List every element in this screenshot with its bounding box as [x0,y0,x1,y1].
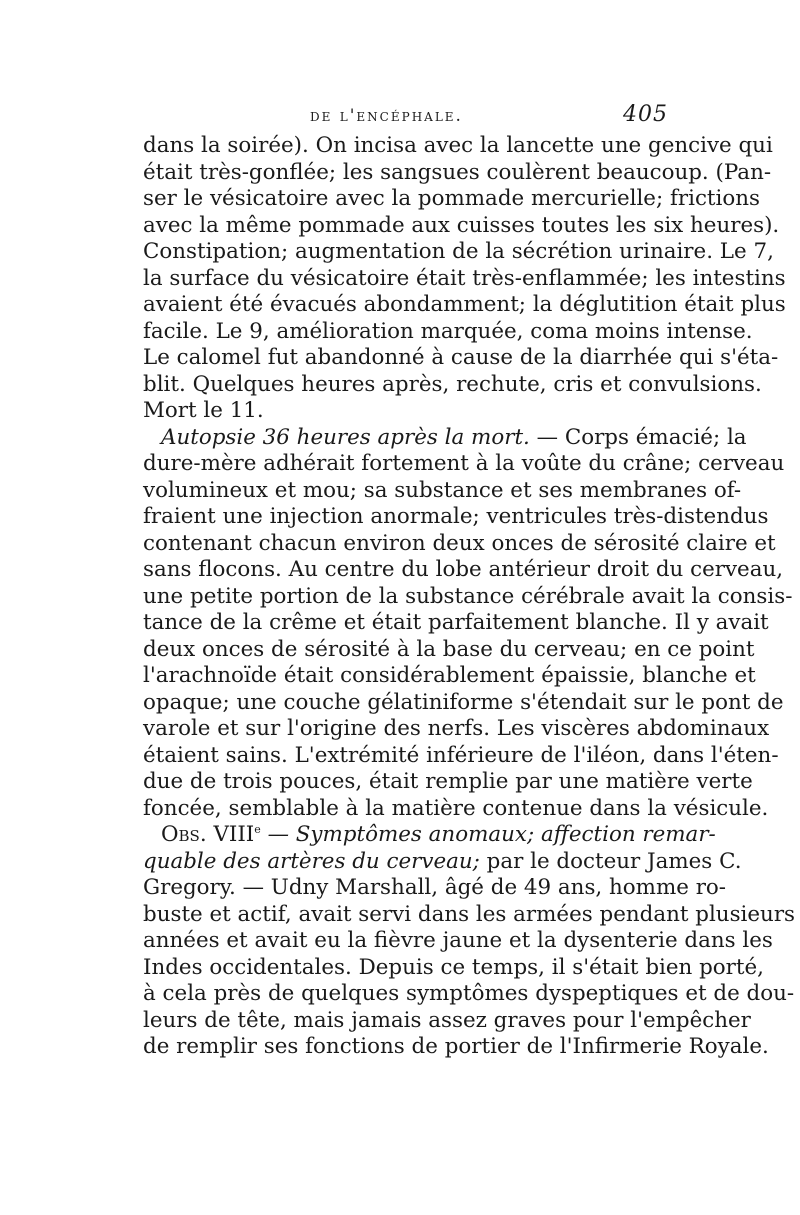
autopsy-heading-line [143,424,747,452]
text-line: une petite portion de la substance cérébrale avait la consis- [143,583,793,609]
page-number: 405 [623,102,668,127]
text-line: contenant chacun environ deux onces de sérosité claire et [143,530,776,556]
text-line: leurs de tête, mais jamais assez graves pour l'empêcher [143,1007,751,1033]
observation-heading-line [143,822,716,849]
text-line: blit. Quelques heures après, rechute, cris et convulsions. [143,371,762,397]
autopsy-first-text: — Corps émacié; la [529,424,747,450]
text-line: à cela près de quelques symptômes dyspeptiques et de dou- [143,981,795,1006]
text-line: Gregory. — Udny Marshall, âgé de 49 ans, homme ro- [143,875,727,900]
text-line: dans la soirée). On incisa avec la lancette une gencive qui [143,133,773,158]
observation-title-line [143,848,742,876]
text-line: Mort le 11. [143,398,264,423]
text-line: volumineux et mou; sa substance et ses membranes of- [143,477,742,503]
body-text [143,133,796,1061]
observation-author: par le docteur James C. [479,848,742,874]
text-line: tance de la crême et était parfaitement blanche. Il y avait [143,610,769,635]
running-head [132,102,672,136]
running-title: de l'encéphale. [310,106,463,126]
text-line: deux onces de sérosité à la base du cerveau; en ce point [143,636,755,662]
text-line: foncée, semblable à la matière contenue dans la vésicule. [143,795,769,821]
text-line: sans flocons. Au centre du lobe antérieur droit du cerveau, [143,557,784,582]
text-line: années et avait eu la fièvre jaune et la dysenterie dans les [143,928,773,953]
text-line: dure-mère adhérait fortement à la voûte du crâne; cerveau [143,451,785,476]
text-line: facile. Le 9, amélioration marquée, coma moins intense. [143,318,753,344]
text-line: Constipation; augmentation de la sécrétion urinaire. Le 7, [143,239,774,264]
text-line: de remplir ses fonctions de portier de l'Infirmerie Royale. [143,1034,769,1059]
text-line: la surface du vésicatoire était très-enflammée; les intestins [143,265,786,291]
text-line: due de trois pouces, était remplie par une matière verte [143,769,753,794]
text-line: Le calomel fut abandonné à cause de la diarrhée qui s'éta- [143,345,779,370]
text-line: varole et sur l'origine des nerfs. Les viscères abdominaux [143,716,770,741]
text-line: avaient été évacués abondamment; la déglutition était plus [143,292,786,317]
observation-number: VIII [213,822,255,847]
observation-title-2: quable des artères du cerveau; [143,848,480,874]
text-line: fraient une injection anormale; ventricules très-distendus [143,504,769,529]
text-line: étaient sains. L'extrémité inférieure de l'iléon, dans l'éten- [143,742,779,768]
autopsy-heading: Autopsie 36 heures après la mort. [161,424,530,450]
text-line: ser le vésicatoire avec la pommade mercurielle; frictions [143,186,760,211]
text-line: l'arachnoïde était considérablement épaissie, blanche et [143,663,756,688]
observation-label: Obs. [161,822,207,847]
text-line: buste et actif, avait servi dans les armées pendant plusieurs [143,901,796,927]
observation-title-1: — Symptômes anomaux; affection remar- [260,822,716,847]
text-line: avec la même pommade aux cuisses toutes les six heures). [143,212,780,238]
text-line: opaque; une couche gélatiniforme s'étendait sur le pont de [143,689,784,715]
observation-number-sup: e [254,822,261,836]
text-line: était très-gonflée; les sangsues coulèrent beaucoup. (Pan- [143,159,772,185]
text-line: Indes occidentales. Depuis ce temps, il s'était bien porté, [143,954,764,980]
